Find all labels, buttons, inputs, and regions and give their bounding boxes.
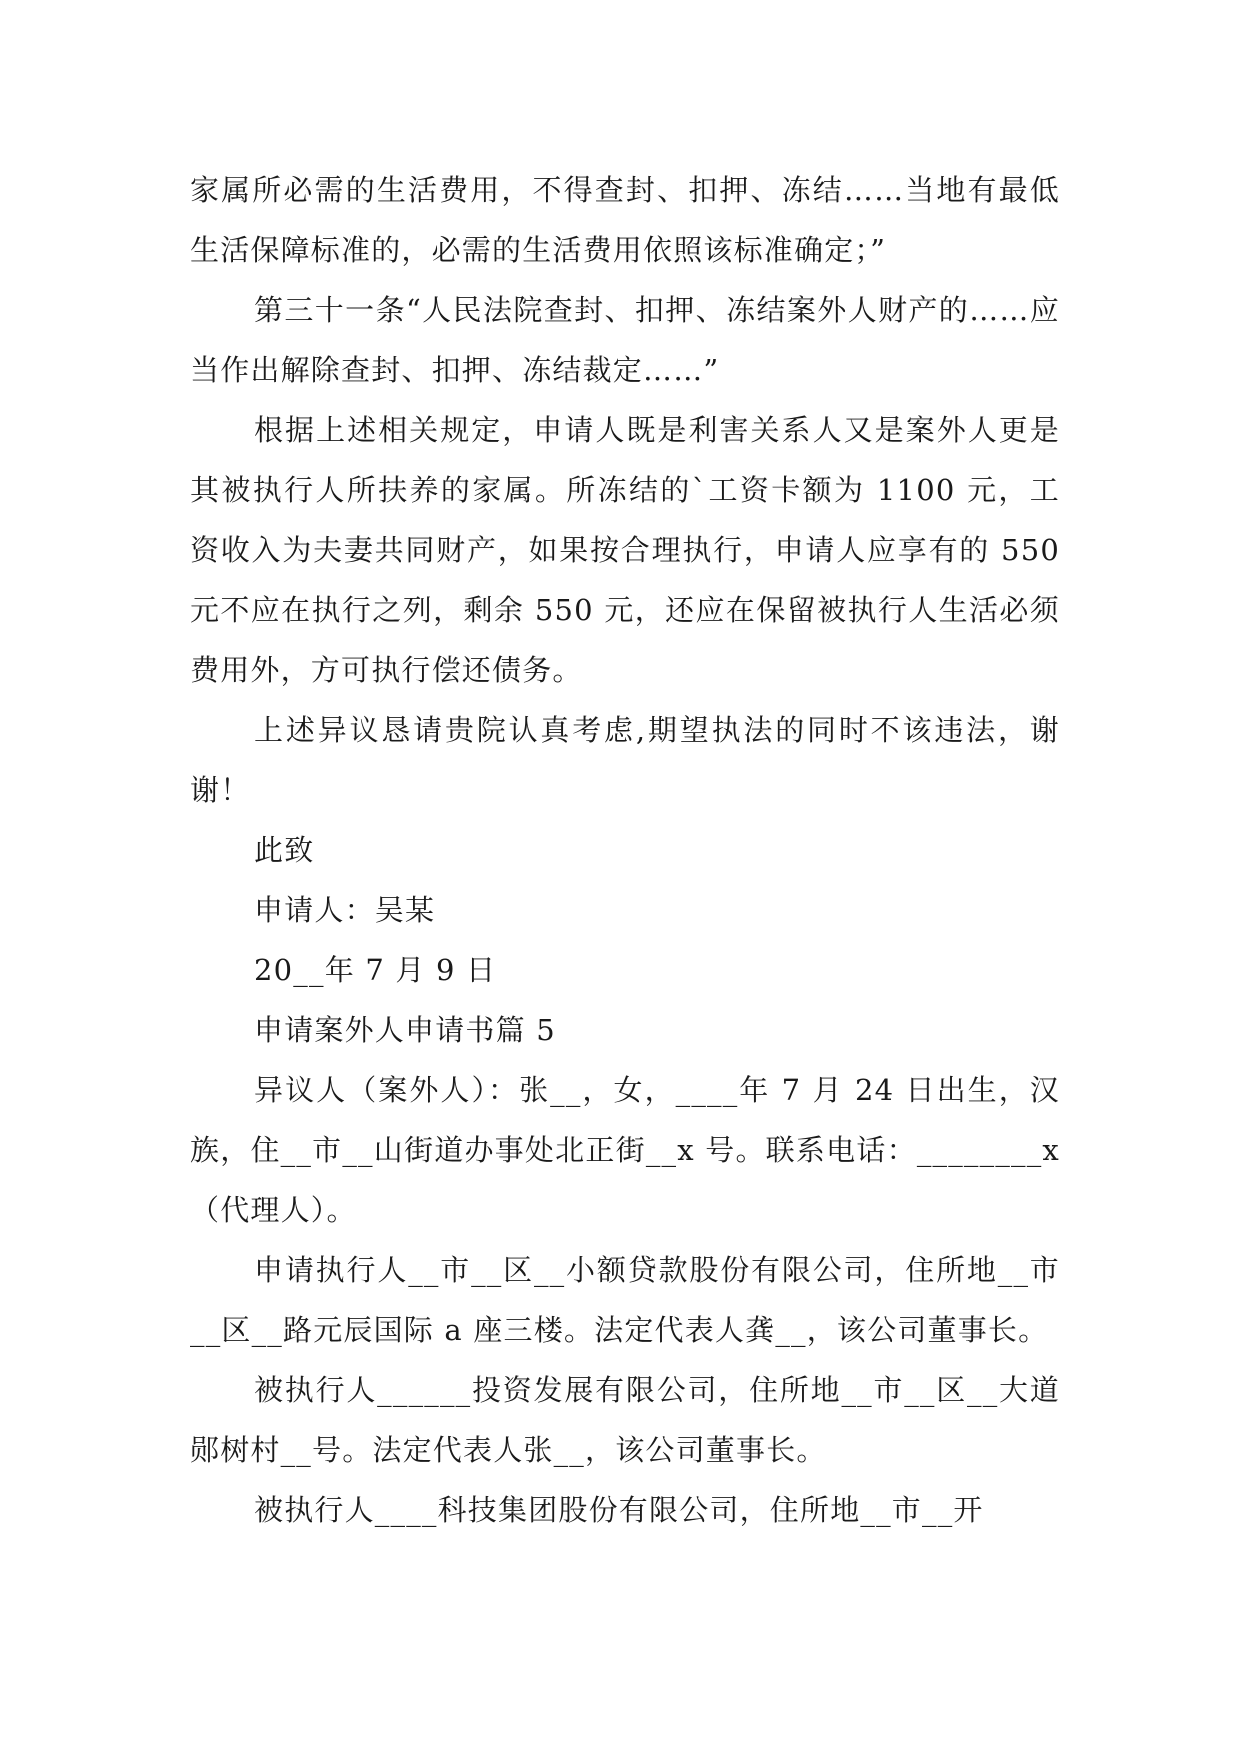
section-heading: 申请案外人申请书篇 5	[254, 1013, 556, 1047]
paragraph-applicant-signature: 申请人：吴某	[254, 893, 436, 927]
paragraph-reasoning: 根据上述相关规定，申请人既是利害关系人又是案外人更是其被执行人所扶养的家属。所冻结的`工资卡额为 1100 元，工资收入为夫妻共同财产，如果按合理执行，申请人应享有的 550 元不应在执行之列，剩余 550 元，还应在保留被执行人生活必须费用外，方可执行偿还债务。	[190, 413, 1071, 687]
document-body	[190, 160, 1071, 1540]
paragraph-enforcement-applicant: 申请执行人__市__区__小额贷款股份有限公司，住所地__市__区__路元辰国际 a 座三楼。法定代表人龚__，该公司董事长。	[190, 1253, 1060, 1347]
paragraph-salutation: 此致	[254, 833, 315, 867]
paragraph-respondent-2: 被执行人____科技集团股份有限公司，住所地__市__开	[254, 1493, 984, 1527]
paragraph-date: 20__年 7 月 9 日	[254, 953, 497, 987]
paragraph-objector: 异议人（案外人）：张__，女，____年 7 月 24 日出生，汉族，住__市__山街道办事处北正街__x 号。联系电话：________x（代理人）。	[190, 1073, 1060, 1227]
paragraph-living-expenses: 家属所必需的生活费用，不得查封、扣押、冻结……当地有最低生活保障标准的，必需的生活费用依照该标准确定；”	[190, 173, 1060, 267]
paragraph-respondent-1: 被执行人______投资发展有限公司，住所地__市__区__大道郧树村__号。法定代表人张__，该公司董事长。	[190, 1373, 1060, 1467]
paragraph-request: 上述异议恳请贵院认真考虑,期望执法的同时不该违法，谢谢！	[190, 713, 1060, 807]
paragraph-article-31: 第三十一条“人民法院查封、扣押、冻结案外人财产的……应当作出解除查封、扣押、冻结裁定……”	[190, 293, 1060, 387]
